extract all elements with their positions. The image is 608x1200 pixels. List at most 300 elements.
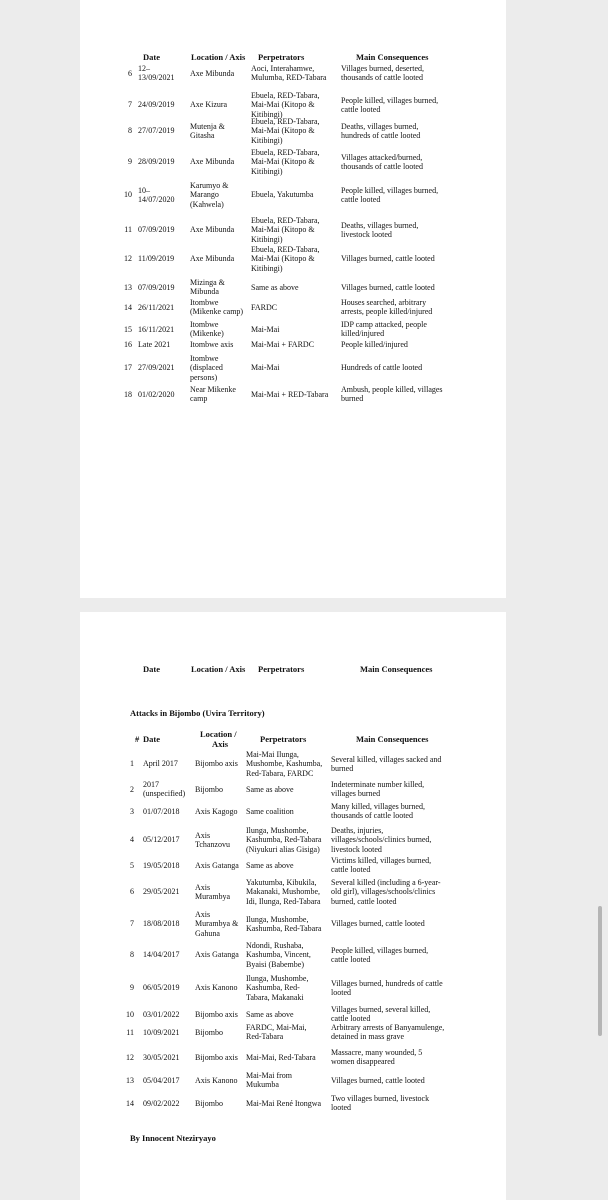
perpetrators-cell	[251, 363, 279, 372]
cell-line: Axis Gatanga	[195, 950, 239, 960]
cell-line: Several killed (including a 6-year-	[331, 878, 441, 887]
cell-line: 18/08/2018	[143, 919, 180, 929]
cell-line: Mizinga &	[190, 278, 225, 287]
header-perpetrators: Perpetrators	[258, 664, 305, 674]
cell-line: camp	[190, 394, 208, 404]
cell-line: Ilunga, Mushombe,	[246, 914, 309, 924]
row-number	[119, 835, 134, 844]
consequences-cell	[331, 1076, 425, 1085]
perpetrators-cell	[246, 915, 321, 934]
row-number	[117, 254, 132, 263]
cell-line: Mai-Mai (Kitopo &	[251, 254, 315, 264]
location-cell	[190, 157, 234, 166]
cell-line: Karumyo &	[190, 181, 229, 190]
cell-line: 4	[130, 835, 134, 845]
location-cell	[195, 759, 238, 768]
cell-line: 10	[124, 190, 132, 200]
header-location: Location / Axis	[200, 729, 237, 749]
cell-line: women disappeared	[331, 1057, 395, 1067]
location-cell	[190, 254, 234, 263]
cell-line: Villages attacked/burned,	[341, 152, 423, 162]
header-consequences: Main Consequences	[360, 664, 433, 674]
cell-line: Villages burned, cattle looted	[331, 1075, 425, 1085]
cell-line: Murambya	[195, 892, 231, 902]
location-cell	[190, 385, 236, 404]
cell-line: Kashumba, Red-	[246, 983, 300, 993]
perpetrators-cell	[246, 974, 308, 1002]
cell-line: 11/09/2019	[138, 254, 175, 264]
cell-line: looted	[331, 988, 351, 998]
cell-line: Yakutumba, Kibukila,	[246, 878, 317, 887]
date-cell	[143, 780, 185, 799]
cell-line: Two villages burned, livestock	[331, 1094, 430, 1103]
date-cell	[138, 303, 174, 312]
location-cell	[190, 320, 224, 339]
cell-line: Bijombo	[195, 784, 224, 794]
cell-line: Deaths, injuries,	[331, 826, 384, 835]
cell-line: cattle looted	[341, 105, 381, 115]
cell-line: Same as above	[246, 860, 294, 870]
consequences-cell	[331, 919, 425, 928]
cell-line: thousands of cattle looted	[331, 811, 413, 821]
date-cell	[138, 325, 174, 334]
cell-line: Kitibingi)	[251, 263, 283, 273]
cell-line: April 2017	[143, 759, 178, 769]
row-number	[117, 157, 132, 166]
consequences-cell	[341, 64, 424, 83]
cell-line: (Niyukuri alias Gisiga)	[246, 844, 320, 854]
row-number	[117, 363, 132, 372]
cell-line: Itombwe	[190, 298, 219, 307]
cell-line: Mukumba	[246, 1080, 279, 1090]
consequences-cell	[331, 826, 431, 854]
cell-line: Ebuela, Yakutumba	[251, 190, 314, 200]
consequences-cell	[331, 979, 443, 998]
date-cell	[143, 835, 179, 844]
cell-line: Tchanzovu	[195, 840, 230, 850]
row-number	[119, 861, 134, 870]
cell-line: Mai-Mai	[251, 324, 280, 334]
cell-line: Ilunga, Mushombe,	[246, 974, 309, 983]
header-location: Location / Axis	[191, 664, 246, 674]
row-number	[119, 1010, 134, 1019]
cell-line: 05/04/2017	[143, 1075, 180, 1085]
location-cell	[190, 225, 234, 234]
cell-line: Same as above	[251, 282, 299, 292]
consequences-cell	[341, 340, 408, 349]
cell-line: Mai-Mai Ilunga,	[246, 750, 299, 759]
cell-line: Itombwe	[190, 354, 219, 363]
date-cell	[138, 254, 174, 263]
cell-line: Deaths, villages burned,	[341, 121, 419, 131]
cell-line: 17	[124, 363, 132, 373]
row-number	[117, 283, 132, 292]
row-number	[119, 919, 134, 928]
cell-line: Villages burned, several killed,	[331, 1005, 431, 1014]
cell-line: Bijombo	[195, 1098, 224, 1108]
cell-line: 12	[126, 1052, 134, 1062]
cell-line: 15	[124, 324, 132, 334]
cell-line: Axis	[195, 882, 211, 892]
cell-line: 27/09/2021	[138, 363, 175, 373]
date-cell	[143, 1099, 179, 1108]
cell-line: 14	[124, 302, 132, 312]
perpetrators-cell	[251, 340, 314, 349]
cell-line: 14/07/2020	[138, 195, 175, 205]
cell-line: hundreds of cattle looted	[341, 131, 421, 141]
cell-line: Villages burned, hundreds of cattle	[331, 978, 443, 988]
row-number	[117, 69, 132, 78]
cell-line: 16/11/2021	[138, 324, 175, 334]
consequences-cell	[341, 283, 435, 292]
cell-line: 13	[124, 282, 132, 292]
perpetrators-cell	[246, 750, 322, 778]
consequences-cell	[331, 946, 428, 965]
cell-line: 13	[126, 1075, 134, 1085]
location-cell	[190, 122, 225, 141]
cell-line: People killed, villages burned,	[341, 185, 439, 195]
cell-line: 03/01/2022	[143, 1009, 180, 1019]
row-number	[119, 807, 134, 816]
cell-line: Mushombe, Kashumba,	[246, 759, 323, 769]
date-cell	[138, 340, 170, 349]
cell-line: Mai-Mai + RED-Tabara	[251, 389, 329, 399]
cell-line: 18	[124, 389, 132, 399]
cell-line: Bijombo axis	[195, 759, 238, 769]
section-title: Attacks in Bijombo (Uvira Territory)	[130, 708, 265, 718]
location-cell	[190, 354, 223, 382]
cell-line: 12–	[138, 64, 150, 73]
perpetrators-cell	[246, 878, 321, 906]
perpetrators-cell	[246, 1053, 316, 1062]
cell-line: Axis Kanono	[195, 983, 238, 993]
cell-line: (Mikenke)	[190, 329, 224, 339]
cell-line: 3	[130, 806, 134, 816]
cell-line: 5	[130, 860, 134, 870]
row-number	[119, 785, 134, 794]
cell-line: 07/09/2019	[138, 225, 175, 235]
cell-line: 14	[126, 1098, 134, 1108]
date-cell	[143, 919, 179, 928]
cell-line: Axis Kanono	[195, 1075, 238, 1085]
consequences-cell	[331, 856, 431, 875]
row-number	[119, 1076, 134, 1085]
perpetrators-cell	[246, 1099, 321, 1108]
date-cell	[143, 807, 179, 816]
consequences-cell	[341, 385, 443, 404]
location-cell	[190, 340, 233, 349]
cell-line: Axe Mibunda	[190, 157, 235, 167]
cell-line: People killed, villages burned,	[341, 95, 439, 105]
cell-line: arrests, people killed/injured	[341, 307, 433, 317]
cell-line: Same as above	[246, 1009, 294, 1019]
cell-line: old girl), villages/schools/clinics	[331, 887, 436, 897]
date-cell	[138, 64, 174, 83]
cell-line: Red-Tabara	[246, 1032, 284, 1042]
cell-line: 8	[130, 950, 134, 960]
cell-line: Villages burned, cattle looted	[331, 919, 425, 929]
cell-line: 28/09/2019	[138, 157, 175, 167]
cell-line: 12	[124, 254, 132, 264]
perpetrators-cell	[251, 245, 320, 273]
cell-line: Red-Tabara, FARDC	[246, 768, 314, 778]
cell-line: Mai-Mai (Kitopo &	[251, 225, 315, 235]
location-cell	[195, 950, 239, 959]
row-number	[119, 1028, 134, 1037]
cell-line: Kitibingi)	[251, 135, 283, 145]
perpetrators-cell	[251, 117, 320, 145]
cell-line: 6	[128, 68, 132, 78]
cell-line: detained in mass grave	[331, 1032, 405, 1042]
date-cell	[138, 363, 174, 372]
perpetrators-cell	[251, 283, 299, 292]
cell-line: Villages burned, cattle looted	[341, 282, 435, 292]
consequences-cell	[341, 153, 423, 172]
cell-line: Mai-Mai + FARDC	[251, 340, 315, 349]
perpetrators-cell	[246, 807, 294, 816]
cell-line: villages burned	[331, 789, 381, 799]
row-number	[117, 325, 132, 334]
cell-line: 9	[128, 157, 132, 167]
perpetrators-cell	[251, 148, 320, 176]
cell-line: killed/injured	[341, 329, 385, 339]
perpetrators-cell	[246, 826, 321, 854]
cell-line: 27/07/2019	[138, 126, 175, 136]
cell-line: Kashumba, Vincent,	[246, 950, 311, 960]
cell-line: 6	[130, 887, 134, 897]
location-cell	[195, 983, 237, 992]
date-cell	[138, 283, 174, 292]
cell-line: Kitibingi)	[251, 166, 283, 176]
cell-line: Tabara, Makanaki	[246, 992, 304, 1002]
cell-line: 26/11/2021	[138, 302, 175, 312]
perpetrators-cell	[246, 861, 294, 870]
date-cell	[138, 126, 174, 135]
cell-line: Idi, Ilunga, Red-Tabara	[246, 896, 321, 906]
cell-line: 01/02/2020	[138, 389, 175, 399]
date-cell	[138, 100, 174, 109]
consequences-cell	[341, 363, 422, 372]
row-number	[117, 126, 132, 135]
cell-line: burned	[341, 394, 364, 404]
consequences-cell	[331, 1094, 429, 1113]
cell-line: villages/schools/clinics burned,	[331, 835, 432, 845]
consequences-cell	[341, 254, 435, 263]
cell-line: 2	[130, 784, 134, 794]
location-cell	[195, 785, 223, 794]
location-cell	[195, 1053, 238, 1062]
cell-line: Massacre, many wounded, 5	[331, 1048, 423, 1057]
cell-line: Mulumba, RED-Tabara	[251, 73, 327, 83]
date-cell	[143, 950, 179, 959]
perpetrators-cell	[246, 1010, 294, 1019]
location-cell	[195, 831, 230, 850]
perpetrators-cell	[246, 1023, 307, 1042]
header-consequences: Main Consequences	[356, 734, 429, 744]
cell-line: 10/09/2021	[143, 1027, 180, 1037]
cell-line: Indeterminate number killed,	[331, 780, 425, 789]
location-cell	[195, 910, 238, 938]
cell-line: Arbitrary arrests of Banyamulenge,	[331, 1023, 445, 1032]
perpetrators-cell	[251, 91, 320, 119]
consequences-cell	[331, 1048, 422, 1067]
date-cell	[138, 186, 174, 205]
row-number	[117, 303, 132, 312]
scrollbar-thumb[interactable]	[598, 906, 602, 1036]
consequences-cell	[331, 802, 425, 821]
cell-line: Ambush, people killed, villages	[341, 385, 443, 394]
consequences-cell	[331, 1023, 444, 1042]
cell-line: (unspecified)	[143, 789, 186, 799]
cell-line: Ebuela, RED-Tabara,	[251, 216, 320, 225]
row-number	[117, 190, 132, 199]
cell-line: burned	[331, 764, 354, 774]
cell-line: cattle looted	[331, 955, 371, 965]
perpetrators-cell	[251, 390, 328, 399]
cell-line: Same coalition	[246, 806, 294, 816]
cell-line: Mibunda	[190, 287, 219, 297]
perpetrators-cell	[251, 325, 279, 334]
cell-line: Kashumba, Red-Tabara	[246, 924, 322, 934]
cell-line: 24/09/2019	[138, 100, 175, 110]
date-cell	[143, 887, 179, 896]
location-cell	[190, 278, 225, 297]
location-cell	[195, 1076, 237, 1085]
cell-line: 09/02/2022	[143, 1098, 180, 1108]
cell-line: Mai-Mai (Kitopo &	[251, 126, 315, 136]
header-date: Date	[143, 664, 160, 674]
cell-line: 13/09/2021	[138, 73, 175, 83]
row-number	[119, 1053, 134, 1062]
cell-line: Deaths, villages burned,	[341, 220, 419, 230]
cell-line: (Mikenke camp)	[190, 307, 244, 317]
row-number	[117, 390, 132, 399]
cell-line: Same as above	[246, 784, 294, 794]
cell-line: burned, cattle looted	[331, 896, 397, 906]
cell-line: Bijombo axis	[195, 1052, 238, 1062]
date-cell	[143, 1076, 179, 1085]
perpetrators-cell	[246, 785, 294, 794]
header-num: #	[135, 734, 140, 744]
cell-line: Ebuela, RED-Tabara,	[251, 245, 320, 254]
cell-line: Mai-Mai	[251, 363, 280, 373]
location-cell	[195, 883, 230, 902]
cell-line: Late 2021	[138, 340, 171, 349]
cell-line: Mutenja &	[190, 121, 225, 131]
document-page-1	[80, 0, 506, 598]
cell-line: FARDC	[251, 302, 278, 312]
cell-line: thousands of cattle looted	[341, 162, 423, 172]
date-cell	[143, 983, 179, 992]
cell-line: 29/05/2021	[143, 887, 180, 897]
location-cell	[195, 861, 239, 870]
cell-line: 11	[124, 225, 132, 235]
row-number	[117, 340, 132, 349]
date-cell	[143, 1053, 179, 1062]
cell-line: 2017	[143, 780, 159, 789]
location-cell	[195, 807, 237, 816]
cell-line: Near Mikenke	[190, 385, 236, 394]
cell-line: Mai-Mai (Kitopo &	[251, 100, 315, 110]
date-cell	[138, 390, 174, 399]
cell-line: Axe Kizura	[190, 100, 228, 110]
cell-line: livestock looted	[331, 844, 382, 854]
cell-line: Axis Kagogo	[195, 806, 238, 816]
cell-line: Kitibingi)	[251, 234, 283, 244]
cell-line: persons)	[190, 372, 218, 382]
date-cell	[138, 157, 174, 166]
consequences-cell	[331, 755, 441, 774]
cell-line: IDP camp attacked, people	[341, 320, 427, 329]
cell-line: (Kahwela)	[190, 199, 224, 209]
cell-line: 10	[126, 1009, 134, 1019]
perpetrators-cell	[246, 941, 311, 969]
cell-line: cattle looted	[331, 1014, 371, 1024]
row-number	[119, 759, 134, 768]
perpetrators-cell	[246, 1071, 292, 1090]
cell-line: 14/04/2017	[143, 950, 180, 960]
header-date: Date	[143, 734, 160, 744]
consequences-cell	[341, 320, 427, 339]
cell-line: Makanaki, Mushombe,	[246, 887, 320, 897]
cell-line: 30/05/2021	[143, 1052, 180, 1062]
cell-line: Mai-Mai from	[246, 1071, 292, 1080]
perpetrators-cell	[251, 190, 313, 199]
cell-line: Houses searched, arbitrary	[341, 298, 427, 307]
cell-line: Marango	[190, 190, 219, 200]
cell-line: Gahuna	[195, 928, 220, 938]
cell-line: 05/12/2017	[143, 835, 180, 845]
cell-line: 11	[126, 1027, 134, 1037]
date-cell	[143, 759, 178, 768]
cell-line: People killed/injured	[341, 340, 408, 349]
document-page-2	[80, 612, 506, 1200]
cell-line: People killed, villages burned,	[331, 945, 429, 955]
header-consequences: Main Consequences	[356, 52, 429, 62]
consequences-cell	[331, 878, 441, 906]
cell-line: 8	[128, 126, 132, 136]
cell-line: Several killed, villages sacked and	[331, 754, 442, 764]
cell-line: cattle looted	[331, 865, 371, 875]
consequences-cell	[341, 96, 438, 115]
location-cell	[195, 1099, 223, 1108]
cell-line: Bijombo axis	[195, 1009, 238, 1019]
header-perpetrators: Perpetrators	[260, 734, 307, 744]
cell-line: 07/09/2019	[138, 282, 175, 292]
date-cell	[143, 861, 179, 870]
cell-line: Gitasha	[190, 131, 215, 141]
cell-line: Villages burned, deserted,	[341, 64, 425, 73]
consequences-cell	[331, 780, 424, 799]
header-perpetrators: Perpetrators	[258, 52, 305, 62]
row-number	[117, 100, 132, 109]
perpetrators-cell	[251, 64, 326, 83]
row-number	[119, 1099, 134, 1108]
consequences-cell	[341, 186, 438, 205]
cell-line: Victims killed, villages burned,	[331, 856, 432, 865]
date-cell	[143, 1010, 179, 1019]
cell-line: Ebuela, RED-Tabara,	[251, 91, 320, 100]
perpetrators-cell	[251, 303, 277, 312]
location-cell	[190, 69, 234, 78]
cell-line: Kitibingi)	[251, 109, 283, 119]
cell-line: 19/05/2018	[143, 860, 180, 870]
cell-line: Murambya &	[195, 919, 239, 929]
cell-line: Ndondi, Rushaba,	[246, 941, 304, 950]
cell-line: Mai-Mai, Red-Tabara	[246, 1052, 316, 1062]
cell-line: 10–	[138, 185, 150, 195]
author-byline: By Innocent Nteziryayo	[130, 1133, 216, 1143]
